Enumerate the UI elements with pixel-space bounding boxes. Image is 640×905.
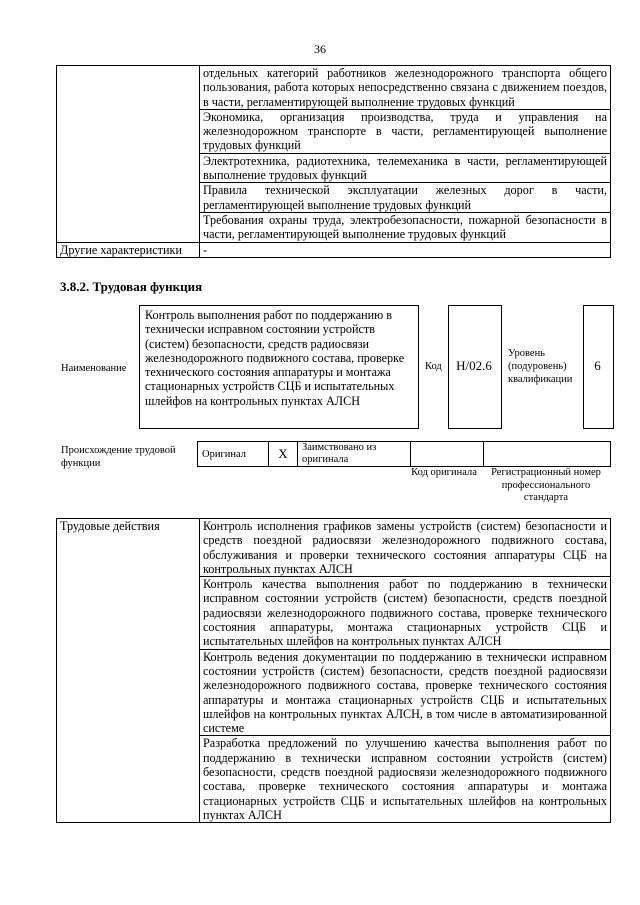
knowledge-row: Электротехника, радиотехника, телемеханика в части, регламентирующей выполнение трудовых функций — [200, 153, 611, 183]
origin-table — [197, 441, 611, 467]
labor-action-row: Контроль качества выполнения работ по поддержанию в технически исправном состоянии устройств (систем) безопасности, средств поездной радиосвязи железнодорожного подвижного состава, проверке технического состояния аппаратуры, монтажа стационарных устройств СЦБ и испытательных шлейфов на контрольных пунктах АЛСН — [200, 577, 611, 649]
original-code-cell — [411, 442, 484, 467]
borrowed-label: Заимствовано из оригинала — [298, 442, 411, 467]
knowledge-row: Правила технической эксплуатации железных дорог в части, регламентирующей выполнение трудовых функций — [200, 183, 611, 213]
original-mark: X — [269, 442, 298, 467]
knowledge-label-cell — [57, 66, 200, 243]
code-value: H/02.6 — [456, 358, 492, 373]
function-name: Контроль выполнения работ по поддержанию в технически исправном состоянии устройств (систем) безопасности, средств радиосвязи железнодорожного подвижного состава, проверке технического состояния аппаратуры и монтажа стационарных устройств СЦБ и испытательных шлейфов на контрольных пунктах АЛСН — [145, 308, 405, 408]
original-label: Оригинал — [198, 442, 269, 467]
level-value: 6 — [594, 358, 601, 373]
original-code-caption: Код оригинала — [411, 467, 477, 478]
labor-action-row: Контроль исполнения графиков замены устройств (систем) безопасности и средств поездной радиосвязи железнодорожного подвижного состава, обслуживания и проверки технического состояния аппаратуры СЦБ на контрольных пунктах АЛСН — [200, 519, 611, 577]
reg-number-cell — [484, 442, 611, 467]
page-number: 36 — [314, 42, 326, 56]
labor-actions-table — [56, 518, 611, 823]
section-title: 3.8.2. Трудовая функция — [60, 279, 203, 294]
labor-action-row: Разработка предложений по улучшению качества выполнения работ по поддержанию в технически исправном состоянии устройств (систем) безопасности, средств поездной радиосвязи железнодорожного подвижного состава, проверке технического состояния аппаратуры и монтажа стационарных устройств СЦБ и испытательных шлейфов на контрольных пунктах АЛСН — [200, 736, 611, 823]
labor-action-row: Контроль ведения документации по поддержанию в технически исправном состоянии устройств (систем) безопасности, средств поездной радиосвязи железнодорожного подвижного состава, проверке технического состояния аппаратуры и монтажа стационарных устройств СЦБ и испытательных шлейфов на контрольных пунктах АЛСН, в том числе в автоматизированной системе — [200, 649, 611, 736]
knowledge-row: Экономика, организация производства, труда и управления на железнодорожном транспорте в части, регламентирующей выполнение трудовых функций — [200, 109, 611, 153]
reg-number-caption: Регистрационный номер профессионального стандарта — [491, 467, 601, 503]
name-label: Наименование — [61, 363, 127, 374]
labor-actions-label: Трудовые действия — [57, 519, 200, 823]
knowledge-table — [56, 65, 611, 258]
knowledge-row: Требования охраны труда, электробезопасности, пожарной безопасности в части, регламентирующей выполнение трудовых функций — [200, 212, 611, 242]
other-characteristics-label: Другие характеристики — [57, 242, 200, 257]
knowledge-row: отдельных категорий работников железнодорожного транспорта общего пользования, работа которых непосредственно связана с движением поездов, в части, регламентирующей выполнение трудовых функций — [200, 66, 611, 110]
code-label: Код — [425, 361, 442, 372]
level-label: Уровень (подуровень) квалификации — [508, 348, 573, 385]
other-characteristics-value: - — [200, 242, 611, 257]
origin-label: Происхождение трудовой функции — [61, 445, 176, 469]
